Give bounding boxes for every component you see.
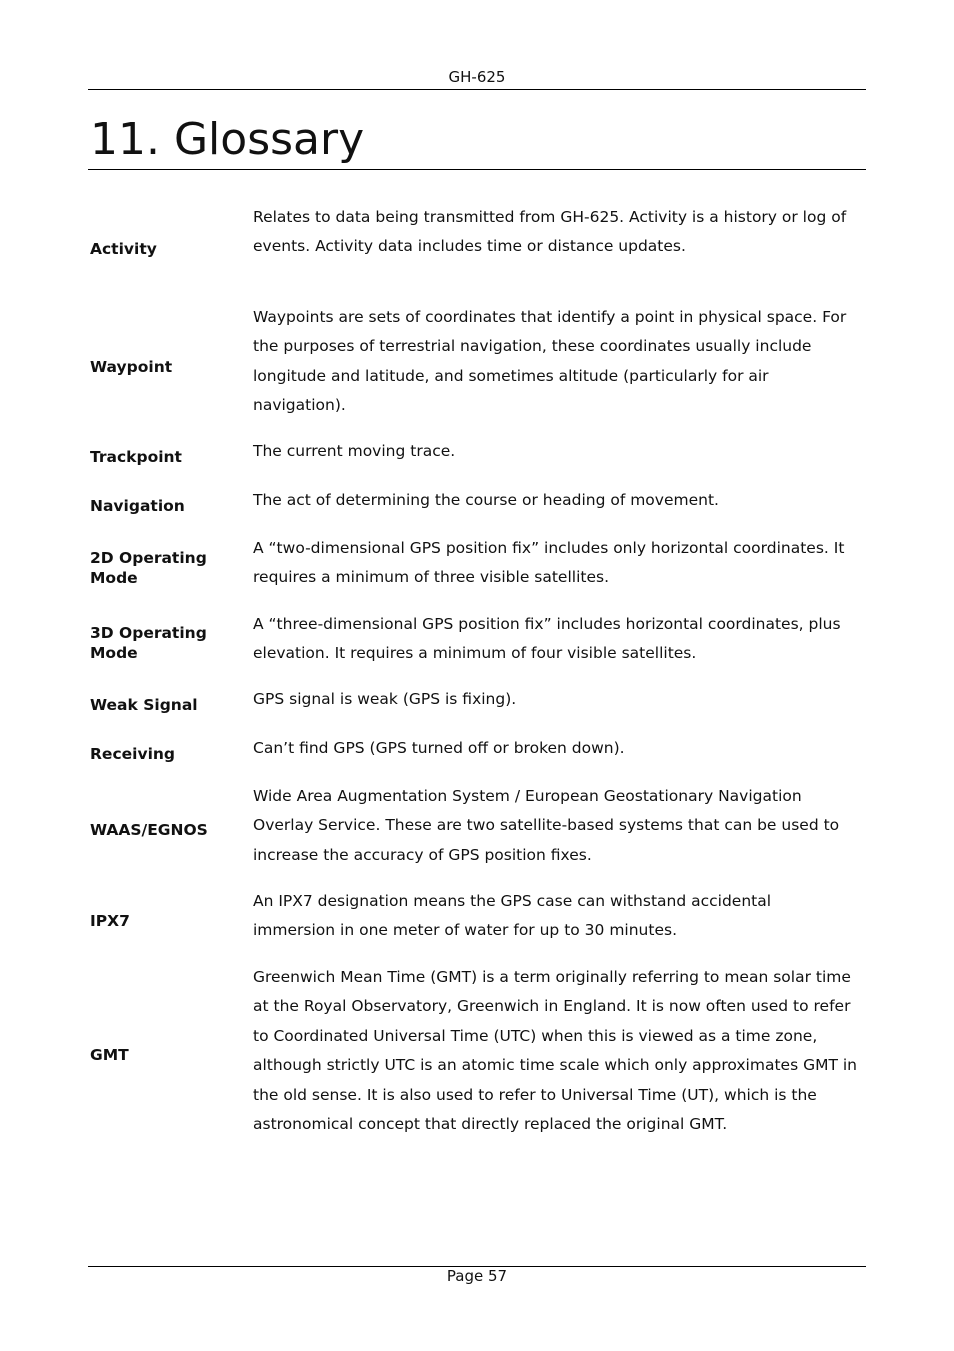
- glossary-term: Receiving: [90, 745, 176, 763]
- glossary-definition: A “two-dimensional GPS position fix” includes only horizontal coordinates. It requires a minimum of three visible satellites.: [253, 539, 845, 587]
- glossary-definition: Greenwich Mean Time (GMT) is a term originally referring to mean solar time at the Royal Observatory, Greenwich in England. It is now often used to refer to Coordinated Universal Time (UTC) when this is viewed as a time zone, although strictly UTC is an atomic time scale which only approximates GMT in the old sense. It is also used to refer to Universal Time (UT), which is the astronomical concept that directly replaced the original GMT.: [253, 968, 857, 1134]
- glossary-term: Activity: [90, 240, 157, 258]
- glossary-term: Waypoint: [90, 358, 173, 376]
- glossary-definition: Relates to data being transmitted from GH-625. Activity is a history or log of events. Activity data includes time or distance updates.: [253, 208, 847, 256]
- glossary-definition: GPS signal is weak (GPS is fixing).: [253, 690, 517, 708]
- glossary-definition: Waypoints are sets of coordinates that identify a point in physical space. For the purposes of terrestrial navigation, these coordinates usually include longitude and latitude, and sometimes altitude (particularly for air navigation).: [253, 308, 847, 415]
- glossary-definition: The current moving trace.: [253, 442, 456, 460]
- glossary-definition: Wide Area Augmentation System / European Geostationary Navigation Overlay Service. These are two satellite-based systems that can be used to increase the accuracy of GPS position fixes.: [253, 787, 840, 864]
- page-header: GH-625: [448, 68, 506, 86]
- page-title: 11. Glossary: [90, 114, 365, 165]
- glossary-definition: An IPX7 designation means the GPS case can withstand accidental immersion in one meter of water for up to 30 minutes.: [253, 892, 772, 940]
- glossary-term: WAAS/EGNOS: [90, 821, 208, 839]
- glossary-term: Trackpoint: [90, 448, 182, 466]
- glossary-term: GMT: [90, 1046, 129, 1064]
- glossary-definition: A “three-dimensional GPS position fix” includes horizontal coordinates, plus elevation. It requires a minimum of four visible satellites.: [253, 615, 841, 663]
- glossary-term: 3D Operating Mode: [90, 624, 207, 662]
- glossary-term: Weak Signal: [90, 696, 198, 714]
- glossary-term: 2D Operating Mode: [90, 549, 207, 587]
- glossary-term: Navigation: [90, 497, 185, 515]
- glossary-definition: Can’t find GPS (GPS turned off or broken down).: [253, 739, 625, 757]
- page-number: Page 57: [446, 1267, 508, 1285]
- glossary-definition: The act of determining the course or heading of movement.: [253, 491, 719, 509]
- header-divider: [88, 89, 866, 90]
- title-divider: [88, 169, 866, 170]
- glossary-term: IPX7: [90, 912, 130, 930]
